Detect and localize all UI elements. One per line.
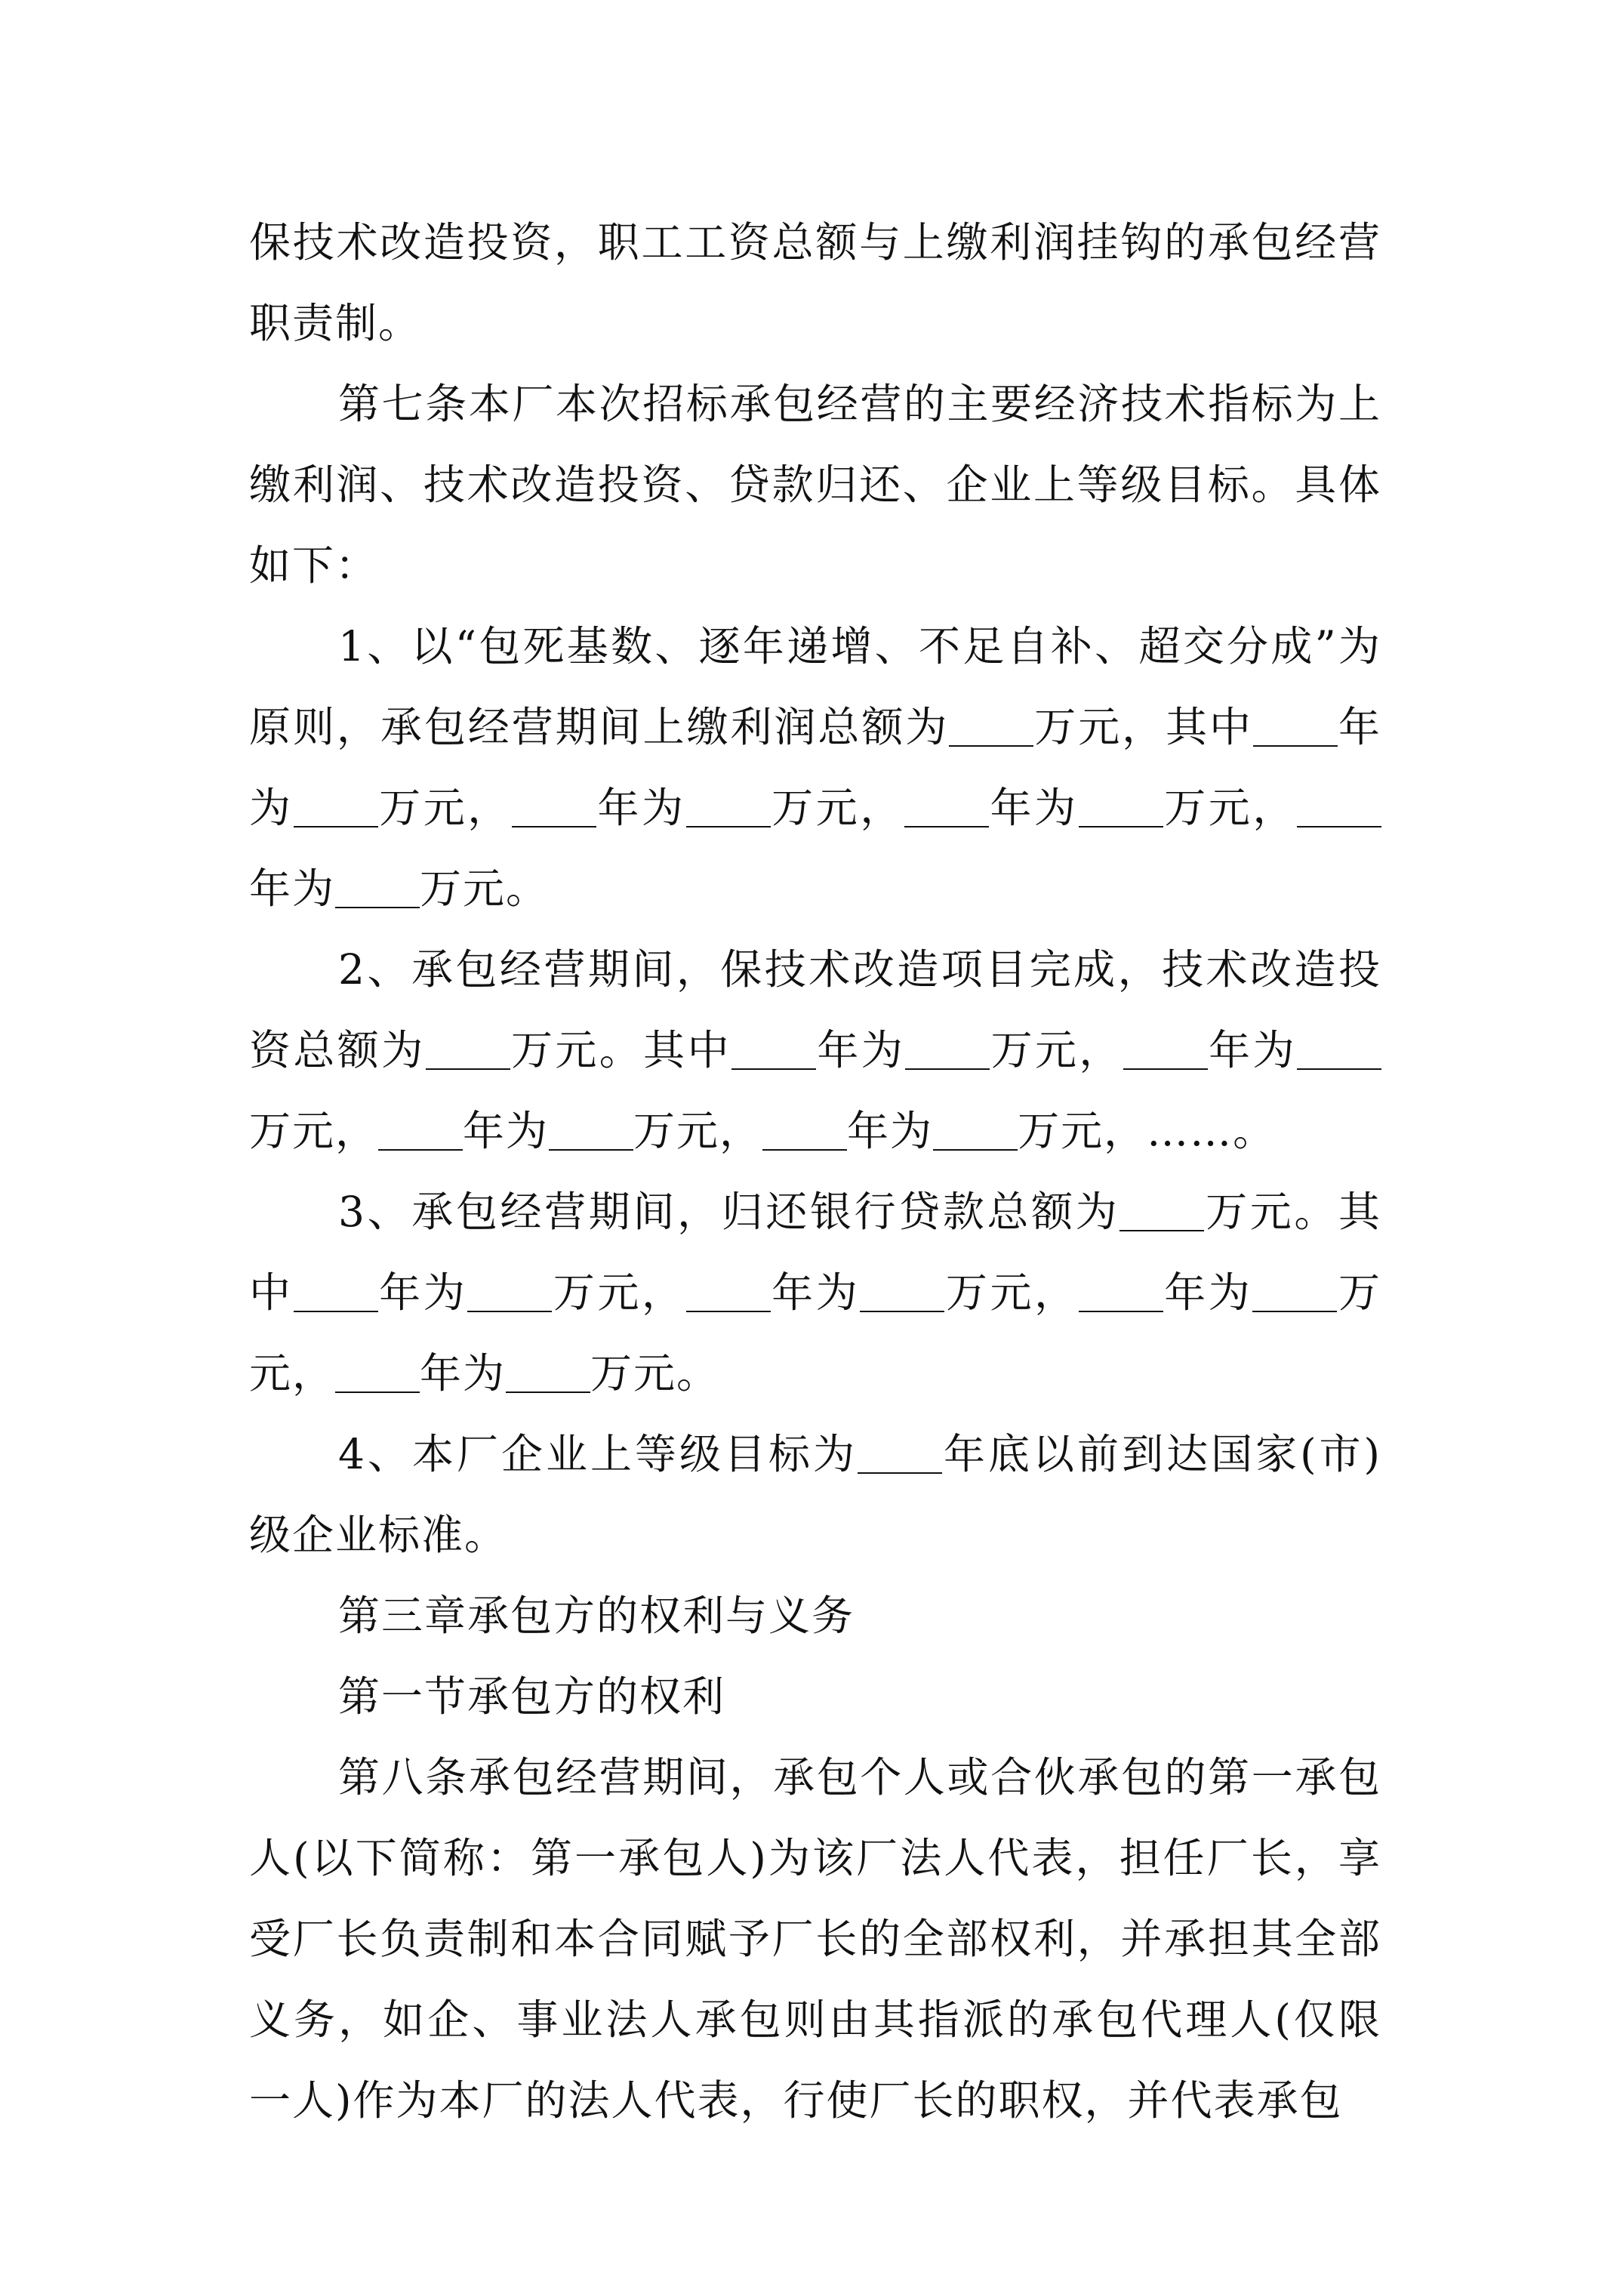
fill-in-blank [1123, 1027, 1208, 1070]
fill-in-blank [335, 865, 420, 908]
fill-in-blank [686, 784, 771, 827]
fill-in-blank [506, 1350, 590, 1393]
chapter-heading: 第三章承包方的权利与义务 [338, 1592, 855, 1640]
fill-in-blank [549, 1108, 633, 1151]
fill-in-blank [426, 1027, 510, 1070]
fill-in-blank [731, 1027, 816, 1070]
fill-in-blank [378, 1108, 463, 1151]
fill-in-blank [1297, 1027, 1381, 1070]
paragraph-5: 3、承包经营期间，归还银行贷款总额为 万元。其中 年为 万元， 年为 万元， 年为 万元， 年为 万元。 [249, 1188, 1381, 1398]
paragraph-2: 第七条本厂本次招标承包经营的主要经济技术指标为上缴利润、技术改造投资、贷款归还、企业上等级目标。具体如下： [249, 380, 1381, 590]
paragraph-9: 第八条承包经营期间，承包个人或合伙承包的第一承包人(以下简称：第一承包人)为该厂法人代表，担任厂长，享受厂长负责制和本合同赋予厂长的全部权利，并承担其全部义务，如企、事业法人承包则由其指派的承包代理人(仅限一人)作为本厂的法人代表，行使厂长的职权，并代表承包 [249, 1753, 1381, 2125]
fill-in-blank [933, 1108, 1018, 1151]
fill-in-blank [762, 1108, 847, 1151]
fill-in-blank [1297, 784, 1381, 827]
paragraph-3: 1、以“包死基数、逐年递增、不足自补、超交分成”为原则，承包经营期间上缴利润总额为 万元，其中 年为 万元， 年为 万元， 年为 万元，年为 万元。 [249, 622, 1381, 913]
fill-in-blank [858, 1431, 942, 1474]
fill-in-blank [335, 1350, 420, 1393]
fill-in-blank [905, 1027, 990, 1070]
fill-in-blank [512, 784, 596, 827]
fill-in-blank [686, 1269, 771, 1312]
fill-in-blank [1252, 1269, 1337, 1312]
fill-in-blank [949, 704, 1033, 747]
paragraph-4: 2、承包经营期间，保技术改造项目完成，技术改造投资总额为 万元。其中 年为 万元， 年为万元， 年为 万元， 年为 万元，……。 [249, 945, 1381, 1155]
fill-in-blank [1079, 784, 1163, 827]
paragraph-1: 保技术改造投资，职工工资总额与上缴利润挂钩的承包经营职责制。 [249, 218, 1381, 347]
fill-in-blank [1119, 1188, 1204, 1231]
section-heading: 第一节承包方的权利 [338, 1672, 726, 1721]
fill-in-blank [904, 784, 989, 827]
fill-in-blank [1079, 1269, 1163, 1312]
fill-in-blank [294, 784, 378, 827]
paragraph-6: 4、本厂企业上等级目标为 年底以前到达国家(市)级企业标准。 [249, 1430, 1381, 1559]
fill-in-blank [467, 1269, 552, 1312]
document-body [249, 202, 1381, 2141]
fill-in-blank [1253, 704, 1338, 747]
fill-in-blank [860, 1269, 944, 1312]
fill-in-blank [294, 1269, 378, 1312]
